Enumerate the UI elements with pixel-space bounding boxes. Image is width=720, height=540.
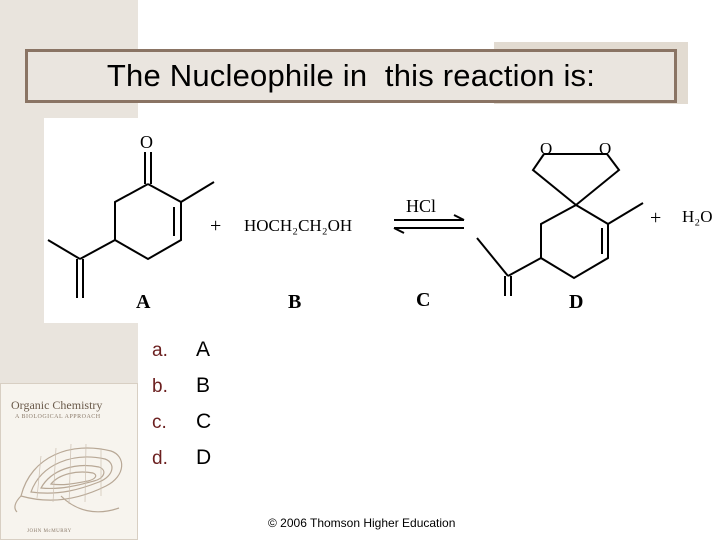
slide-title: The Nucleophile in this reaction is:	[106, 58, 596, 93]
answer-letter: c.	[152, 412, 167, 433]
label-d: D	[569, 291, 584, 313]
answer-option-d[interactable]	[152, 446, 272, 482]
book-author: JOHN McMURRY	[27, 529, 72, 534]
byproduct-water: H₂O	[682, 207, 713, 226]
answer-value: D	[196, 446, 212, 469]
seashell-image	[1, 426, 137, 526]
compound-d-oxygen-2: O	[599, 139, 612, 158]
label-b: B	[288, 291, 302, 313]
compound-a-structure	[48, 152, 214, 298]
equilibrium-arrows	[394, 215, 464, 233]
label-c: C	[416, 289, 431, 311]
reaction-diagram	[44, 118, 720, 323]
answer-value: C	[196, 410, 212, 433]
answer-option-a[interactable]	[152, 338, 272, 374]
compound-a-oxygen: O	[140, 132, 153, 152]
compound-d-oxygen-1: O	[540, 139, 553, 158]
label-a: A	[136, 291, 151, 313]
reaction-scheme	[44, 118, 720, 323]
reagent-b-formula: HOCH₂CH₂OH	[244, 216, 353, 235]
copyright-notice: © 2006 Thomson Higher Education	[268, 516, 456, 530]
catalyst-label: HCl	[406, 196, 437, 216]
answer-value: A	[196, 338, 211, 361]
title-box	[25, 49, 677, 103]
answer-value: B	[196, 374, 211, 397]
answer-letter: d.	[152, 448, 168, 469]
book-subtitle: A BIOLOGICAL APPROACH	[15, 414, 101, 420]
answer-option-c[interactable]	[152, 410, 272, 446]
compound-d-structure	[477, 154, 643, 296]
answer-option-b[interactable]	[152, 374, 272, 410]
answer-letter: b.	[152, 376, 168, 397]
answer-letter: a.	[152, 340, 168, 361]
plus-sign-1: +	[210, 215, 222, 237]
book-cover	[0, 383, 138, 540]
book-title: Organic Chemistry	[11, 398, 103, 412]
plus-sign-2: +	[650, 207, 662, 229]
answer-options	[152, 338, 272, 482]
